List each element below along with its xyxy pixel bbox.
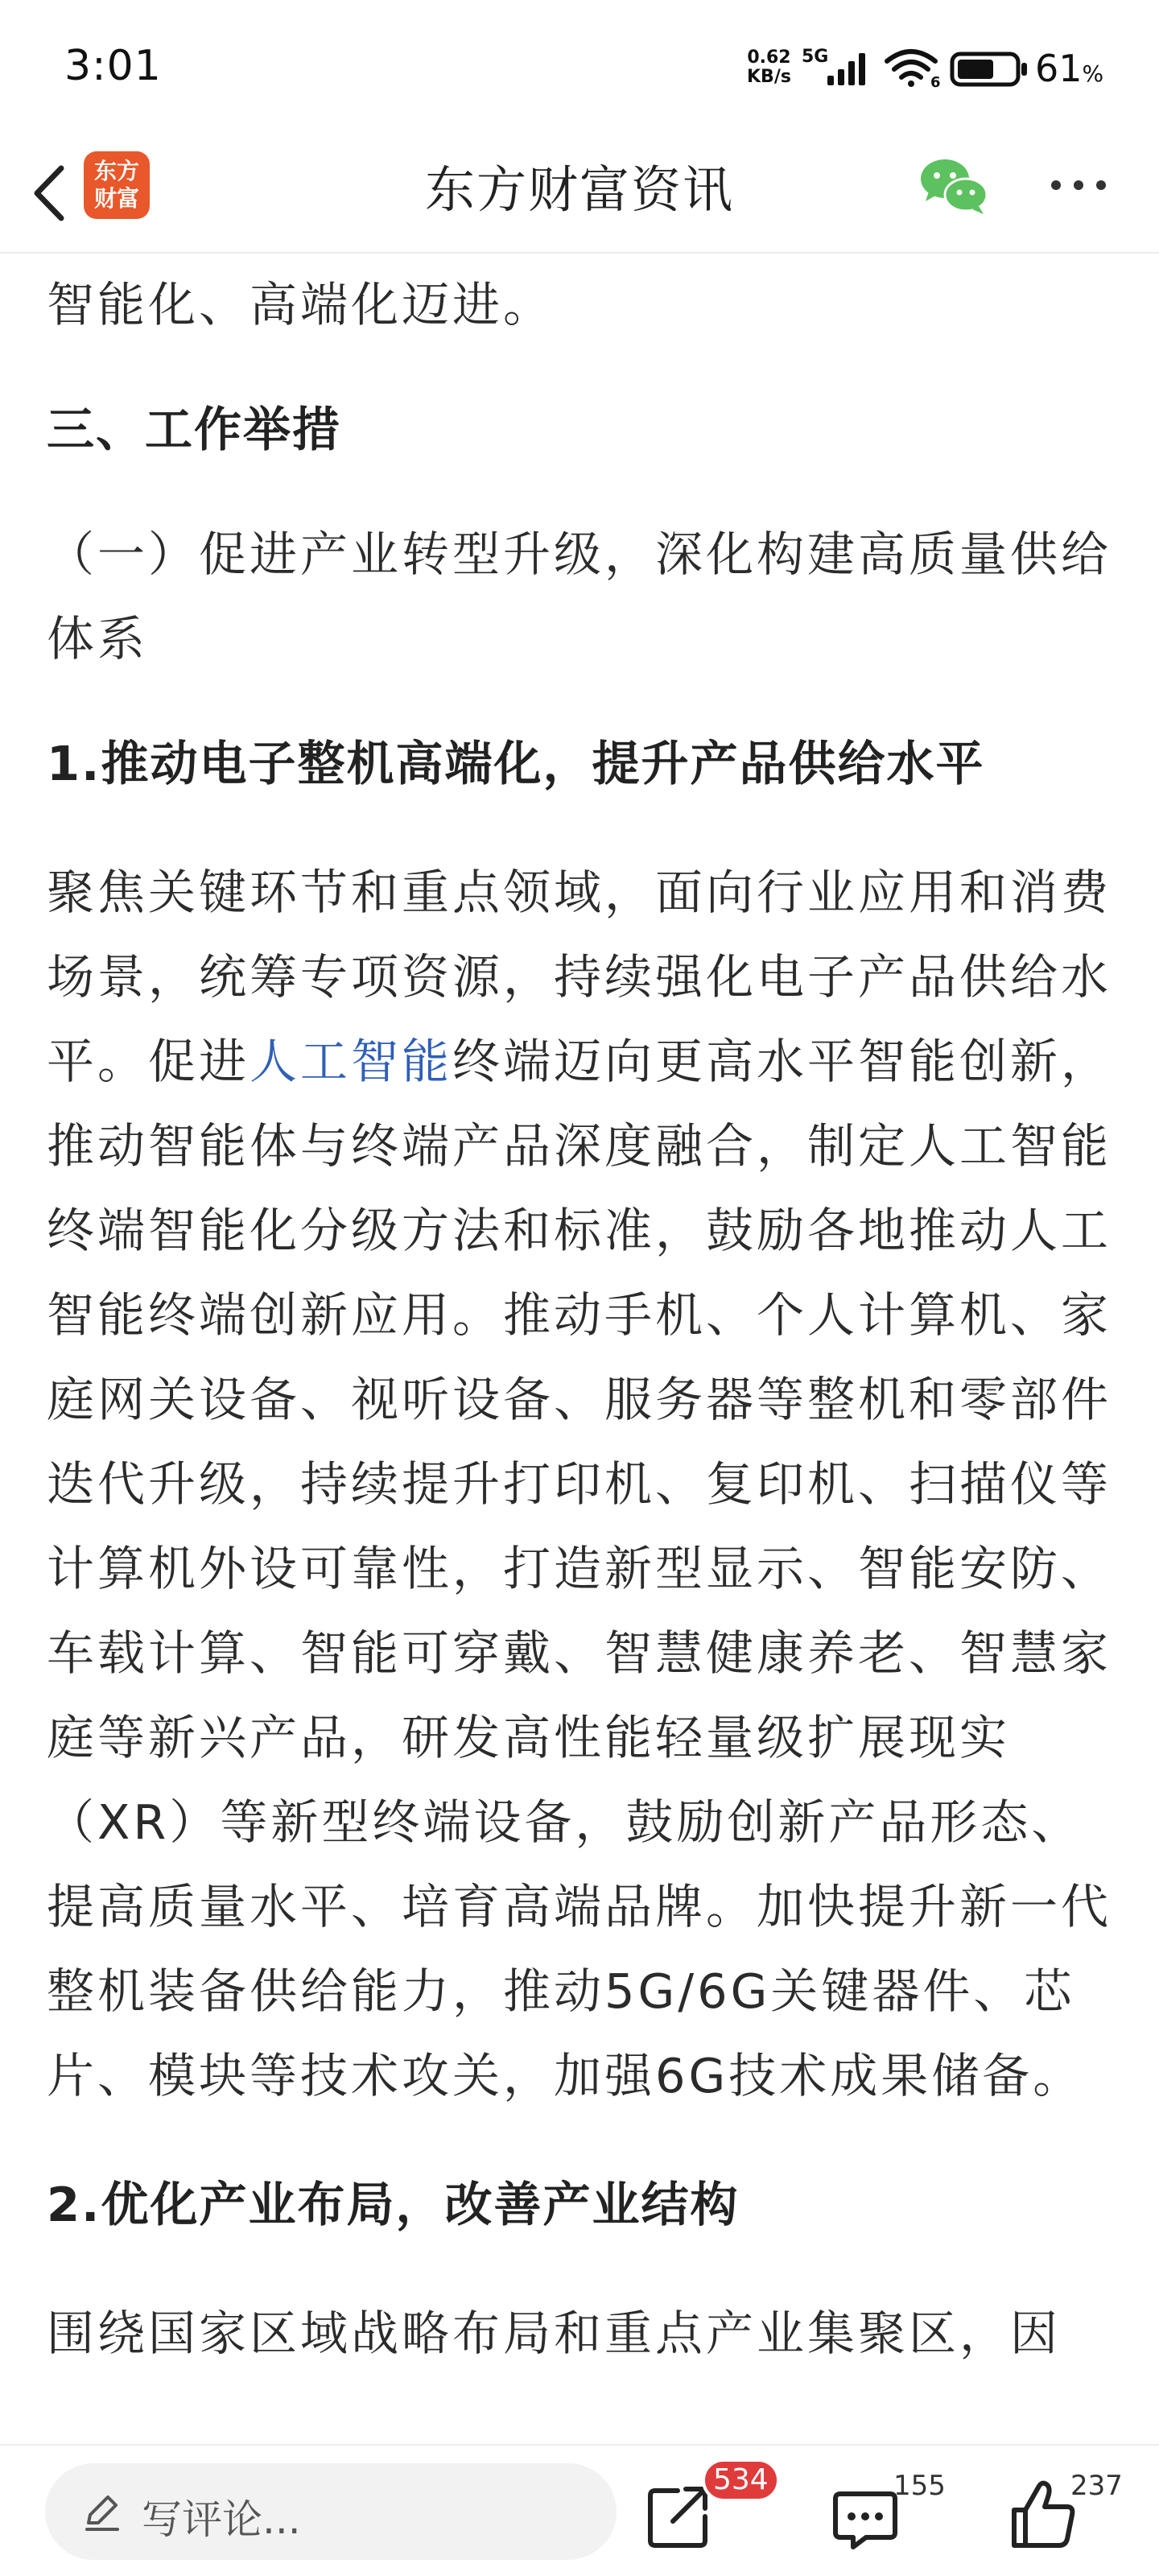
more-dots-icon <box>1046 161 1111 209</box>
logo-line-2: 财富 <box>93 185 139 212</box>
page-title: 东方财富资讯 <box>424 160 734 219</box>
battery-icon <box>950 52 1030 87</box>
comment-icon <box>829 2470 901 2550</box>
subsection-heading-2: 2.优化产业布局，改善产业结构 <box>47 2177 740 2232</box>
like-button[interactable] <box>1006 2470 1079 2550</box>
thumbs-up-icon <box>1006 2470 1079 2550</box>
article-body <box>47 254 1117 2444</box>
chevron-left-icon <box>23 157 79 229</box>
article-paragraph-2: 围绕国家区域战略布局和重点产业集聚区，因 <box>47 2306 1062 2361</box>
battery-unit: % <box>1082 60 1104 87</box>
share-count-badge: 534 <box>702 2458 780 2502</box>
comment-placeholder: 写评论... <box>142 2496 301 2543</box>
paragraph-text: 终端迈向更高水平智能创新，推动智能体与终端产品深度融合，制定人工智能终端智能化分级方法和标准，鼓励各地推动人工智能终端创新应用。推动手机、个人计算机、家庭网关设备、视听设备、服务器等整机和零部件迭代升级，持续提升打印机、复印机、扫描仪等计算机外设可靠性，打造新型显示、智能安防、车载计算、智能可穿戴、智慧健康养老、智慧家庭等新兴产品，研发高性能轻量级扩展现实（XR）等新型终端设备，鼓励创新产品形态、提高质量水平、培育高端品牌。加快提升新一代整机装备供给能力，推动5G/6G关键器件、芯片、模块等技术攻关，加强6G技术成果储备。 <box>47 1034 1112 2103</box>
status-time: 3:01 <box>64 42 162 90</box>
paragraph-text: 聚焦关键环节和重点领域，面向行业应用和消费场景，统筹专项资源，持续强化电子产品供给水平。促进 <box>47 865 1112 1089</box>
ai-topic-link[interactable]: 人工智能 <box>250 1034 453 1089</box>
pen-icon <box>80 2491 122 2533</box>
network-speed-unit: KB/s <box>747 67 791 87</box>
more-button[interactable] <box>1046 161 1111 209</box>
sub-heading: （一）促进产业转型升级，深化构建高质量供给体系 <box>47 526 1112 667</box>
comments-button[interactable] <box>829 2470 901 2550</box>
article-paragraph: 智能化、高端化迈进。 <box>47 277 555 332</box>
section-heading: 三、工作举措 <box>47 402 342 457</box>
eastmoney-logo[interactable] <box>84 151 150 219</box>
back-button[interactable] <box>23 157 79 229</box>
svg-text:6: 6 <box>930 74 941 89</box>
wechat-icon <box>918 155 990 219</box>
article-paragraph-1 <box>47 850 1117 2118</box>
bottom-action-bar <box>0 2444 1159 2576</box>
wechat-share-button[interactable] <box>918 155 990 219</box>
like-count: 237 <box>1070 2470 1123 2502</box>
status-bar <box>0 0 1159 137</box>
comment-count: 155 <box>893 2470 946 2502</box>
network-type: 5G <box>802 47 829 67</box>
logo-line-1: 东方 <box>93 158 139 184</box>
network-speed <box>747 48 791 87</box>
wifi-icon <box>884 47 942 89</box>
comment-input[interactable] <box>45 2463 617 2560</box>
nav-bar <box>0 137 1159 254</box>
battery-percentage <box>1035 47 1103 90</box>
network-speed-value: 0.62 <box>747 47 791 68</box>
subsection-heading-1: 1.推动电子整机高端化，提升产品供给水平 <box>47 736 985 791</box>
signal-icon <box>826 50 871 85</box>
battery-value: 61 <box>1035 47 1083 90</box>
